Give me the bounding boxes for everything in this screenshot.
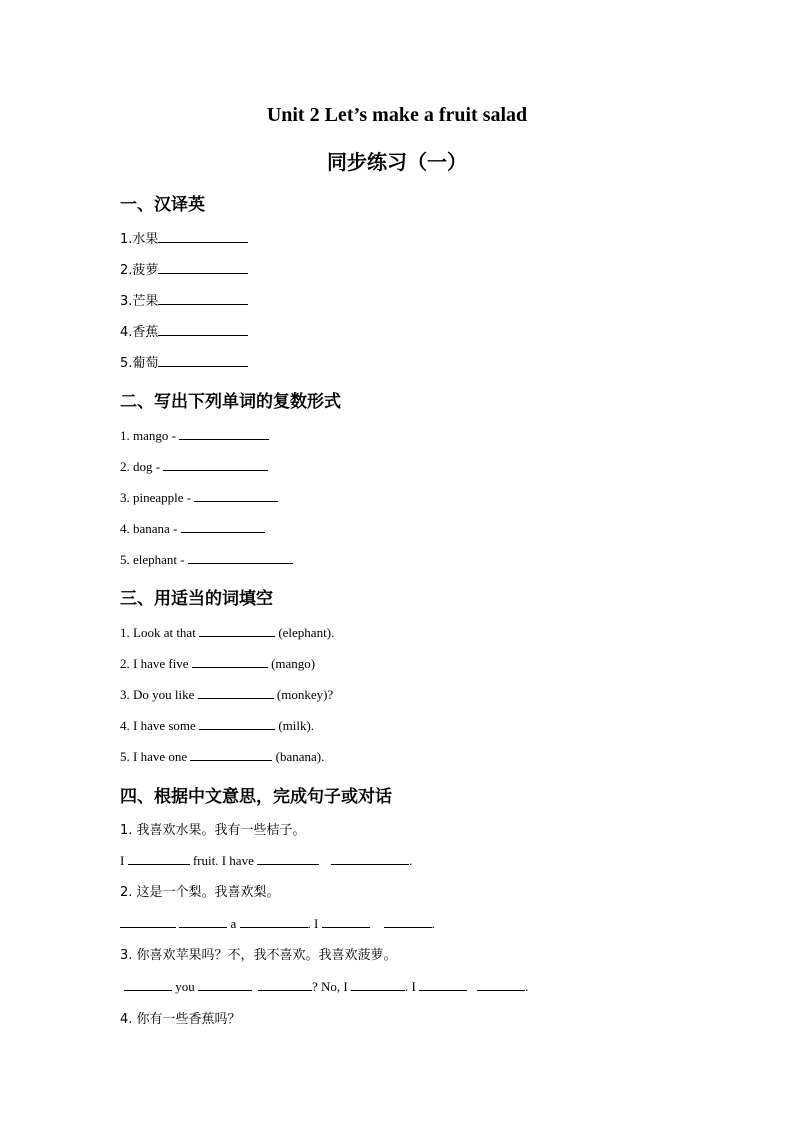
s4-question-1: 1. 我喜欢水果。我有一些桔子。 xyxy=(120,823,306,838)
answer-blank[interactable] xyxy=(128,851,190,865)
s4-question-4: 4. 你有一些香蕉吗？ xyxy=(120,1012,241,1027)
page-subtitle: 同步练习（一） xyxy=(327,150,467,174)
s3-item: 5. I have one (banana). xyxy=(120,749,325,764)
s4-question-2: 2. 这是一个梨。我喜欢梨。 xyxy=(120,885,280,900)
s4-answer-3: you ? No, I . I . xyxy=(120,977,528,996)
s3-item: 3. Do you like (monkey)? xyxy=(120,687,334,702)
section-1-heading: 一、汉译英 xyxy=(120,195,205,215)
s1-item: 2.菠萝 xyxy=(120,260,248,280)
answer-blank[interactable] xyxy=(198,685,274,699)
s3-item: 2. I have five (mango) xyxy=(120,656,316,671)
answer-blank[interactable] xyxy=(158,229,248,243)
answer-blank[interactable] xyxy=(158,353,248,367)
answer-blank[interactable] xyxy=(158,291,248,305)
answer-blank[interactable] xyxy=(257,851,319,865)
s1-item: 5.葡萄 xyxy=(120,353,248,373)
answer-blank[interactable] xyxy=(258,977,312,991)
answer-blank[interactable] xyxy=(351,977,405,991)
answer-blank[interactable] xyxy=(322,914,370,928)
s4-question-3: 3. 你喜欢苹果吗？不，我不喜欢。我喜欢菠萝。 xyxy=(120,948,397,963)
s1-item: 4.香蕉 xyxy=(120,322,248,342)
s2-item: 4. banana - xyxy=(120,519,265,538)
section-4-heading: 四、根据中文意思，完成句子或对话 xyxy=(120,787,392,807)
page-title: Unit 2 Let’s make a fruit salad xyxy=(266,104,528,126)
answer-blank[interactable] xyxy=(181,519,265,533)
answer-blank[interactable] xyxy=(477,977,525,991)
answer-blank[interactable] xyxy=(384,914,432,928)
answer-blank[interactable] xyxy=(124,977,172,991)
section-3-heading: 三、用适当的词填空 xyxy=(120,589,273,609)
answer-blank[interactable] xyxy=(158,260,248,274)
answer-blank[interactable] xyxy=(120,914,176,928)
s4-answer-1: I fruit. I have . xyxy=(120,853,413,868)
s4-answer-2: a . I . xyxy=(120,914,435,933)
answer-blank[interactable] xyxy=(199,716,275,730)
answer-blank[interactable] xyxy=(179,914,227,928)
s1-item: 3.芒果 xyxy=(120,291,248,311)
s1-item: 1.水果 xyxy=(120,229,248,249)
answer-blank[interactable] xyxy=(192,654,268,668)
answer-blank[interactable] xyxy=(188,550,293,564)
answer-blank[interactable] xyxy=(331,851,409,865)
s3-item: 4. I have some (milk). xyxy=(120,718,315,733)
s3-item: 1. Look at that (elephant). xyxy=(120,625,335,640)
answer-blank[interactable] xyxy=(190,747,272,761)
s2-item: 5. elephant - xyxy=(120,550,293,569)
s2-item: 1. mango - xyxy=(120,426,269,445)
answer-blank[interactable] xyxy=(194,488,278,502)
answer-blank[interactable] xyxy=(179,426,269,440)
section-2-heading: 二、写出下列单词的复数形式 xyxy=(120,392,341,412)
s2-item: 2. dog - xyxy=(120,457,268,476)
answer-blank[interactable] xyxy=(158,322,248,336)
answer-blank[interactable] xyxy=(240,914,308,928)
answer-blank[interactable] xyxy=(199,623,275,637)
s2-item: 3. pineapple - xyxy=(120,488,278,507)
answer-blank[interactable] xyxy=(163,457,268,471)
answer-blank[interactable] xyxy=(419,977,467,991)
answer-blank[interactable] xyxy=(198,977,252,991)
